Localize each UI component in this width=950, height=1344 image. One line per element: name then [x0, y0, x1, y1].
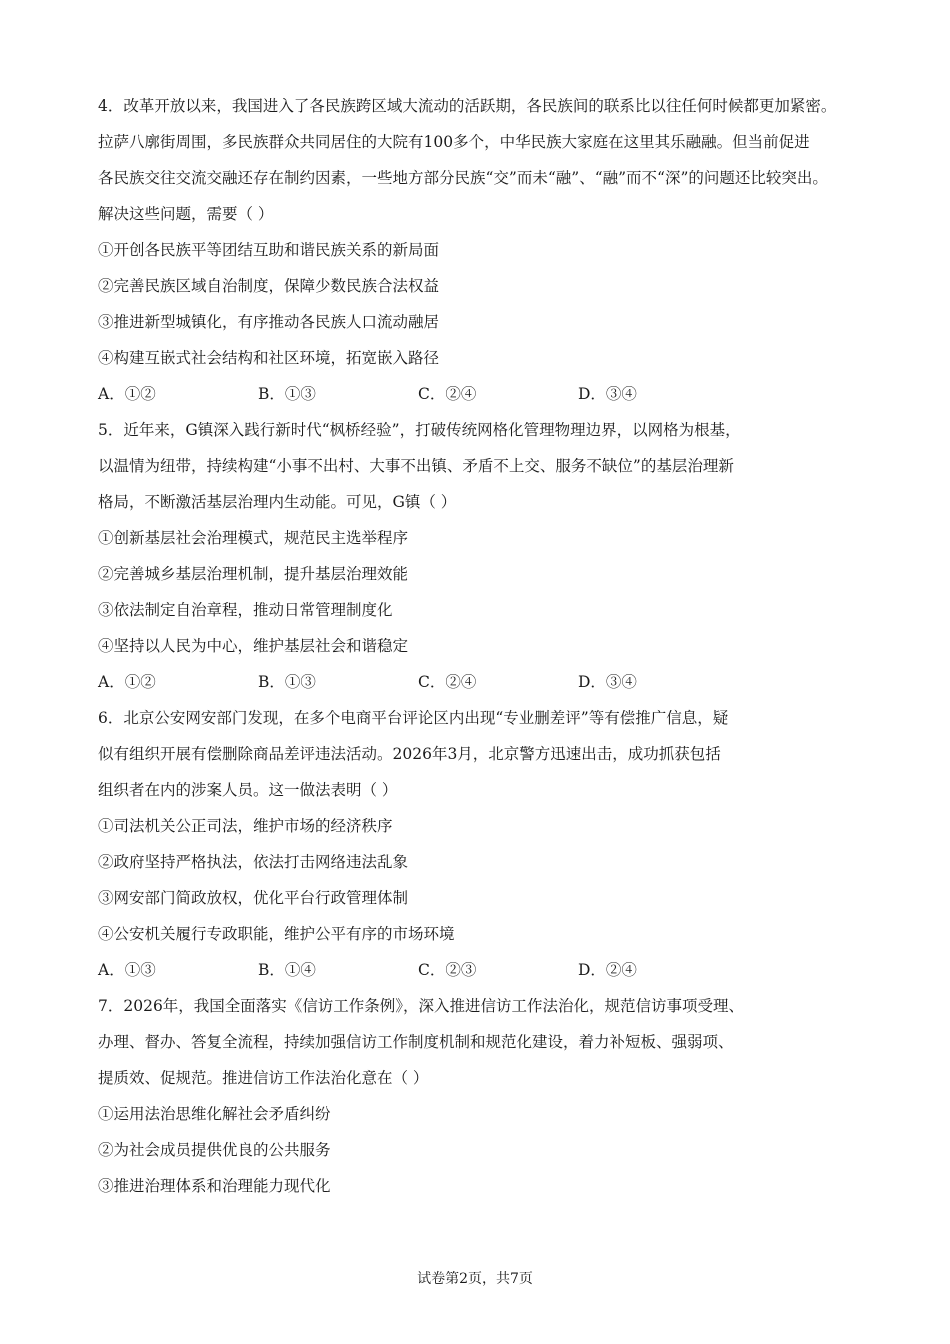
option-statement: ④构建互嵌式社会结构和社区环境，拓宽嵌入路径	[98, 349, 440, 367]
answer-choice-d: D．②④	[578, 961, 637, 979]
question-stem-line: 以温情为纽带，持续构建“小事不出村、大事不出镇、矛盾不上交、服务不缺位”的基层治理新	[98, 457, 734, 475]
question-stem-line: 组织者在内的涉案人员。这一做法表明（ ）	[98, 781, 398, 799]
question-list	[98, 94, 878, 1210]
page-footer: 试卷第2页，共7页	[417, 1271, 533, 1287]
answer-choices	[98, 958, 878, 994]
answer-choice-b: B．①③	[258, 673, 316, 691]
question-stem-line: 7．2026年，我国全面落实《信访工作条例》，深入推进信访工作法治化，规范信访事项受理、	[98, 997, 745, 1015]
option-statement: ②政府坚持严格执法，依法打击网络违法乱象	[98, 853, 409, 871]
answer-choice-d: D．③④	[578, 385, 637, 403]
option-statement: ③推进新型城镇化，有序推动各民族人口流动融居	[98, 313, 440, 331]
answer-choice-b: B．①④	[258, 961, 316, 979]
question-7	[98, 994, 878, 1210]
option-statement: ①创新基层社会治理模式，规范民主选举程序	[98, 529, 409, 547]
answer-choice-a: A．①②	[98, 673, 156, 691]
option-statement: ②为社会成员提供优良的公共服务	[98, 1141, 331, 1159]
answer-choice-c: C．②④	[418, 673, 477, 691]
option-statement: ②完善城乡基层治理机制，提升基层治理效能	[98, 565, 409, 583]
option-statement: ③推进治理体系和治理能力现代化	[98, 1177, 331, 1195]
option-statement: ①司法机关公正司法，维护市场的经济秩序	[98, 817, 393, 835]
question-stem-line: 解决这些问题，需要（ ）	[98, 205, 274, 223]
option-statement: ④公安机关履行专政职能，维护公平有序的市场环境	[98, 925, 455, 943]
question-stem-line: 5．近年来，G镇深入践行新时代“枫桥经验”，打破传统网格化管理物理边界，以网格为根基，	[98, 421, 741, 439]
answer-choice-c: C．②④	[418, 385, 477, 403]
question-stem-line: 4．改革开放以来，我国进入了各民族跨区域大流动的活跃期，各民族间的联系比以往任何时候都更加紧密。	[98, 97, 837, 115]
option-statement: ③网安部门简政放权，优化平台行政管理体制	[98, 889, 409, 907]
question-5	[98, 418, 878, 706]
question-stem-line: 提质效、促规范。推进信访工作法治化意在（ ）	[98, 1069, 429, 1087]
question-4	[98, 94, 878, 418]
answer-choices	[98, 382, 878, 418]
answer-choice-d: D．③④	[578, 673, 637, 691]
option-statement: ②完善民族区域自治制度，保障少数民族合法权益	[98, 277, 440, 295]
option-statement: ③依法制定自治章程，推动日常管理制度化	[98, 601, 393, 619]
option-statement: ①开创各民族平等团结互助和谐民族关系的新局面	[98, 241, 440, 259]
question-stem-line: 各民族交往交流交融还存在制约因素，一些地方部分民族“交”而未“融”、“融”而不“深”的问题还比较突出。	[98, 169, 828, 187]
question-6	[98, 706, 878, 994]
question-stem-line: 拉萨八廓街周围，多民族群众共同居住的大院有100多个，中华民族大家庭在这里其乐融融。但当前促进	[98, 133, 810, 151]
option-statement: ①运用法治思维化解社会矛盾纠纷	[98, 1105, 331, 1123]
question-stem-line: 办理、督办、答复全流程，持续加强信访工作制度机制和规范化建设，着力补短板、强弱项、	[98, 1033, 734, 1051]
question-stem-line: 6．北京公安网安部门发现，在多个电商平台评论区内出现“专业删差评”等有偿推广信息，疑	[98, 709, 729, 727]
question-stem-line: 似有组织开展有偿删除商品差评违法活动。2026年3月，北京警方迅速出击，成功抓获包括	[98, 745, 721, 763]
answer-choice-c: C．②③	[418, 961, 477, 979]
answer-choice-a: A．①③	[98, 961, 156, 979]
answer-choice-b: B．①③	[258, 385, 316, 403]
option-statement: ④坚持以人民为中心，维护基层社会和谐稳定	[98, 637, 409, 655]
answer-choice-a: A．①②	[98, 385, 156, 403]
answer-choices	[98, 670, 878, 706]
question-stem-line: 格局，不断激活基层治理内生动能。可见，G镇（ ）	[98, 493, 457, 511]
